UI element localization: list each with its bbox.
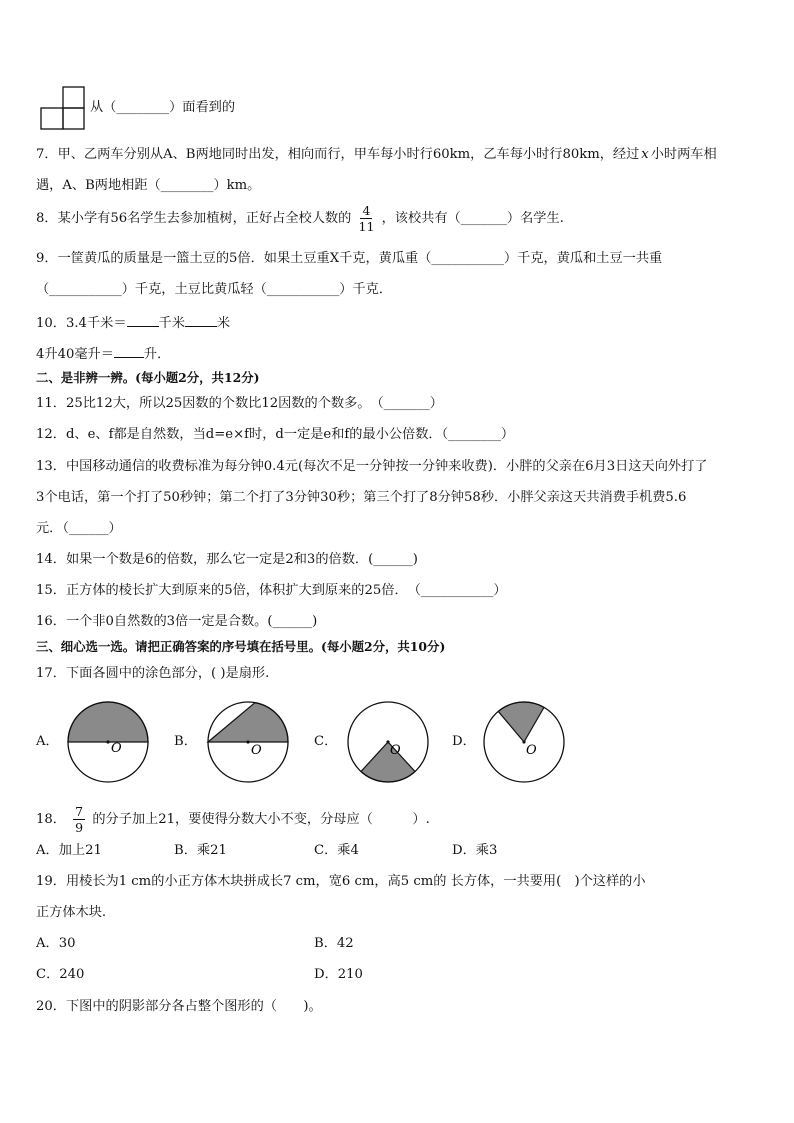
q11: 11．25比12大，所以25因数的个数比12因数的个数多。 （_______） xyxy=(36,396,443,411)
q9-line1: 9．一筐黄瓜的质量是一篮土豆的5倍．如果土豆重X千克，黄瓜重（___________）千克，黄瓜和土豆一共重 xyxy=(36,251,663,266)
q18-fraction: $\frac{7}{9}$ xyxy=(75,804,84,835)
svg-text:O: O xyxy=(111,741,122,756)
q13-line3: 元．（______） xyxy=(36,521,122,536)
q7-line2: 遇，A、B两地相距（________）km。 xyxy=(36,178,261,193)
q8: 8．某小学有56名学生去参加植树，正好占全校人数的 $\frac{4}{11}$ ，该校共有（_______）名学生. xyxy=(36,203,564,234)
q19-option-b: B．42 xyxy=(314,936,354,951)
q10-line1: 10．3.4千米＝ 千米 米 xyxy=(36,313,230,333)
q13-line2: 3个电话，第一个打了50秒钟；第二个打了3分钟30秒；第三个打了8分钟58秒．小胖父亲这天共消费手机费5.6 xyxy=(36,490,687,505)
circle-figure-d xyxy=(482,700,566,784)
q17-option-d-label: D． xyxy=(452,734,476,749)
q9-line2: （___________）千克，土豆比黄瓜轻（___________）千克． xyxy=(36,282,393,297)
circle-figure-a xyxy=(66,700,150,784)
q13-line1: 13．中国移动通信的收费标准为每分钟0.4元(每次不足一分钟按一分钟来收费)．小胖的父亲在6月3日这天向外打了 xyxy=(36,459,708,474)
svg-text:O: O xyxy=(526,743,537,758)
q17-option-b-label: B． xyxy=(174,734,197,749)
svg-text:O: O xyxy=(390,743,401,758)
section-3-title: 三、细心选一选。请把正确答案的序号填在括号里。(每小题2分，共10分) xyxy=(36,639,446,654)
q19-line2: 正方体木块. xyxy=(36,905,107,920)
q18: 18． $\frac{7}{9}$ 的分子加上21，要使得分数大小不变，分母应（ ）. xyxy=(36,804,430,835)
q16: 16．一个非0自然数的3倍一定是合数。(______) xyxy=(36,614,318,629)
q17-option-c-label: C． xyxy=(314,734,338,749)
q6-text: 从（________）面看到的 xyxy=(90,100,236,115)
q19-line1: 19．用棱长为1 cm的小正方体木块拼成长7 cm，宽6 cm，高5 cm的 长方体，一共要用( )个这样的小 xyxy=(36,874,646,889)
circle-figure-c xyxy=(346,700,430,784)
q10-line2: 4升40毫升＝ 升． xyxy=(36,344,170,364)
section-2-title: 二、是非辨一辨。(每小题2分，共12分) xyxy=(36,370,260,385)
q14: 14．如果一个数是6的倍数，那么它一定是2和3的倍数．(______) xyxy=(36,552,418,567)
circle-figure-b xyxy=(206,700,290,784)
svg-text:O: O xyxy=(251,743,262,758)
q18-option-d: D．乘3 xyxy=(452,843,498,858)
view-figure xyxy=(40,86,86,136)
q7-line1: 7．甲、乙两车分别从A、B两地同时出发，相向而行，甲车每小时行60km，乙车每小时行80km，经过 x 小时两车相 xyxy=(36,147,717,162)
q18-option-c: C．乘4 xyxy=(314,843,359,858)
q18-option-a: A．加上21 xyxy=(36,843,102,858)
q7-variable: x xyxy=(641,147,649,162)
q19-option-c: C．240 xyxy=(36,967,85,982)
q15: 15．正方体的棱长扩大到原来的5倍，体积扩大到原来的25倍． （___________） xyxy=(36,583,507,598)
q17-option-a-label: A． xyxy=(36,734,59,749)
q19-option-d: D．210 xyxy=(314,967,363,982)
q17: 17．下面各圆中的涂色部分，( )是扇形. xyxy=(36,666,270,681)
q12: 12．d、e、f都是自然数，当d=e×f时，d一定是e和f的最小公倍数．（________） xyxy=(36,427,515,442)
q20: 20．下图中的阴影部分各占整个图形的（ )。 xyxy=(36,999,322,1014)
q18-option-b: B．乘21 xyxy=(174,843,227,858)
q8-fraction: $\frac{4}{11}$ xyxy=(358,203,375,234)
q19-option-a: A．30 xyxy=(36,936,76,951)
